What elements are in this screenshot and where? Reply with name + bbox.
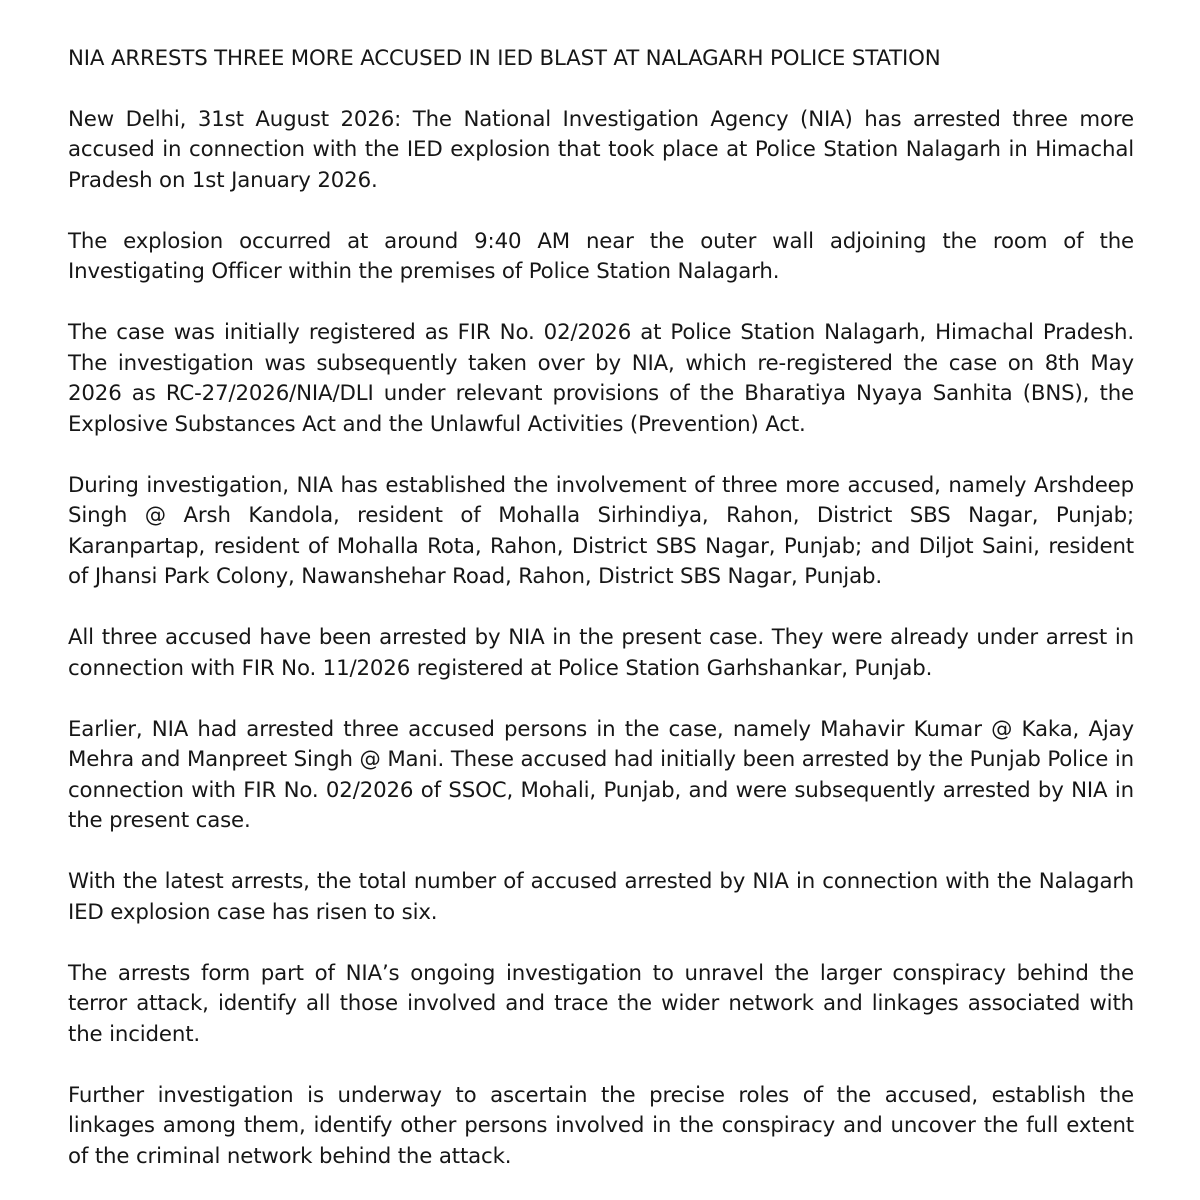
paragraph-ongoing-investigation: The arrests form part of NIA’s ongoing investigation to unravel the larger conspiracy behind the terror attack, identify all those involved and trace the wider network and linkages associated with the incident. (68, 960, 1134, 1047)
paragraph-accused-involvement: During investigation, NIA has established the involvement of three more accused, namely Arshdeep Singh @ Arsh Kandola, resident of Mohalla Sirhindiya, Rahon, District SBS Nagar, Punjab; Karanpartap, resident of Mohalla Rota, Rahon, District SBS Nagar, Punjab; and Diljot Saini, resident of Jhansi Park Colony, Nawanshehar Road, Rahon, District SBS Nagar, Punjab. (68, 472, 1134, 589)
paragraph-total-arrested: With the latest arrests, the total number of accused arrested by NIA in connection with the Nalagarh IED explosion case has risen to six. (68, 869, 1134, 925)
paragraph-explosion: The explosion occurred at around 9:40 AM near the outer wall adjoining the room of the Investigating Officer within the premises of Police Station Nalagarh. (68, 228, 1134, 284)
press-release (68, 44, 1134, 1172)
paragraph-earlier-arrests: Earlier, NIA had arrested three accused persons in the case, namely Mahavir Kumar @ Kaka, Ajay Mehra and Manpreet Singh @ Mani. These accused had initially been arrested by the Punjab Police in connection with FIR No. 02/2026 of SSOC, Mohali, Punjab, and were subsequently arrested by NIA in the present case. (68, 716, 1134, 833)
paragraph-case-registration: The case was initially registered as FIR No. 02/2026 at Police Station Nalagarh, Himachal Pradesh. The investigation was subsequently taken over by NIA, which re-registered the case on 8th May 2026 as RC-27/2026/NIA/DLI under relevant provisions of the Bharatiya Nyaya Sanhita (BNS), the Explosive Substances Act and the Unlawful Activities (Prevention) Act. (68, 320, 1134, 437)
paragraph-further-investigation: Further investigation is underway to ascertain the precise roles of the accused, establish the linkages among them, identify other persons involved in the conspiracy and uncover the full extent of the criminal network behind the attack. (68, 1082, 1134, 1169)
paragraph-dateline: New Delhi, 31st August 2026: The National Investigation Agency (NIA) has arrested three more accused in connection with the IED explosion that took place at Police Station Nalagarh in Himachal Pradesh on 1st January 2026. (68, 106, 1134, 193)
paragraph-arrests: All three accused have been arrested by NIA in the present case. They were already under arrest in connection with FIR No. 11/2026 registered at Police Station Garhshankar, Punjab. (68, 625, 1134, 681)
document-title: NIA ARRESTS THREE MORE ACCUSED IN IED BLAST AT NALAGARH POLICE STATION (68, 46, 941, 71)
